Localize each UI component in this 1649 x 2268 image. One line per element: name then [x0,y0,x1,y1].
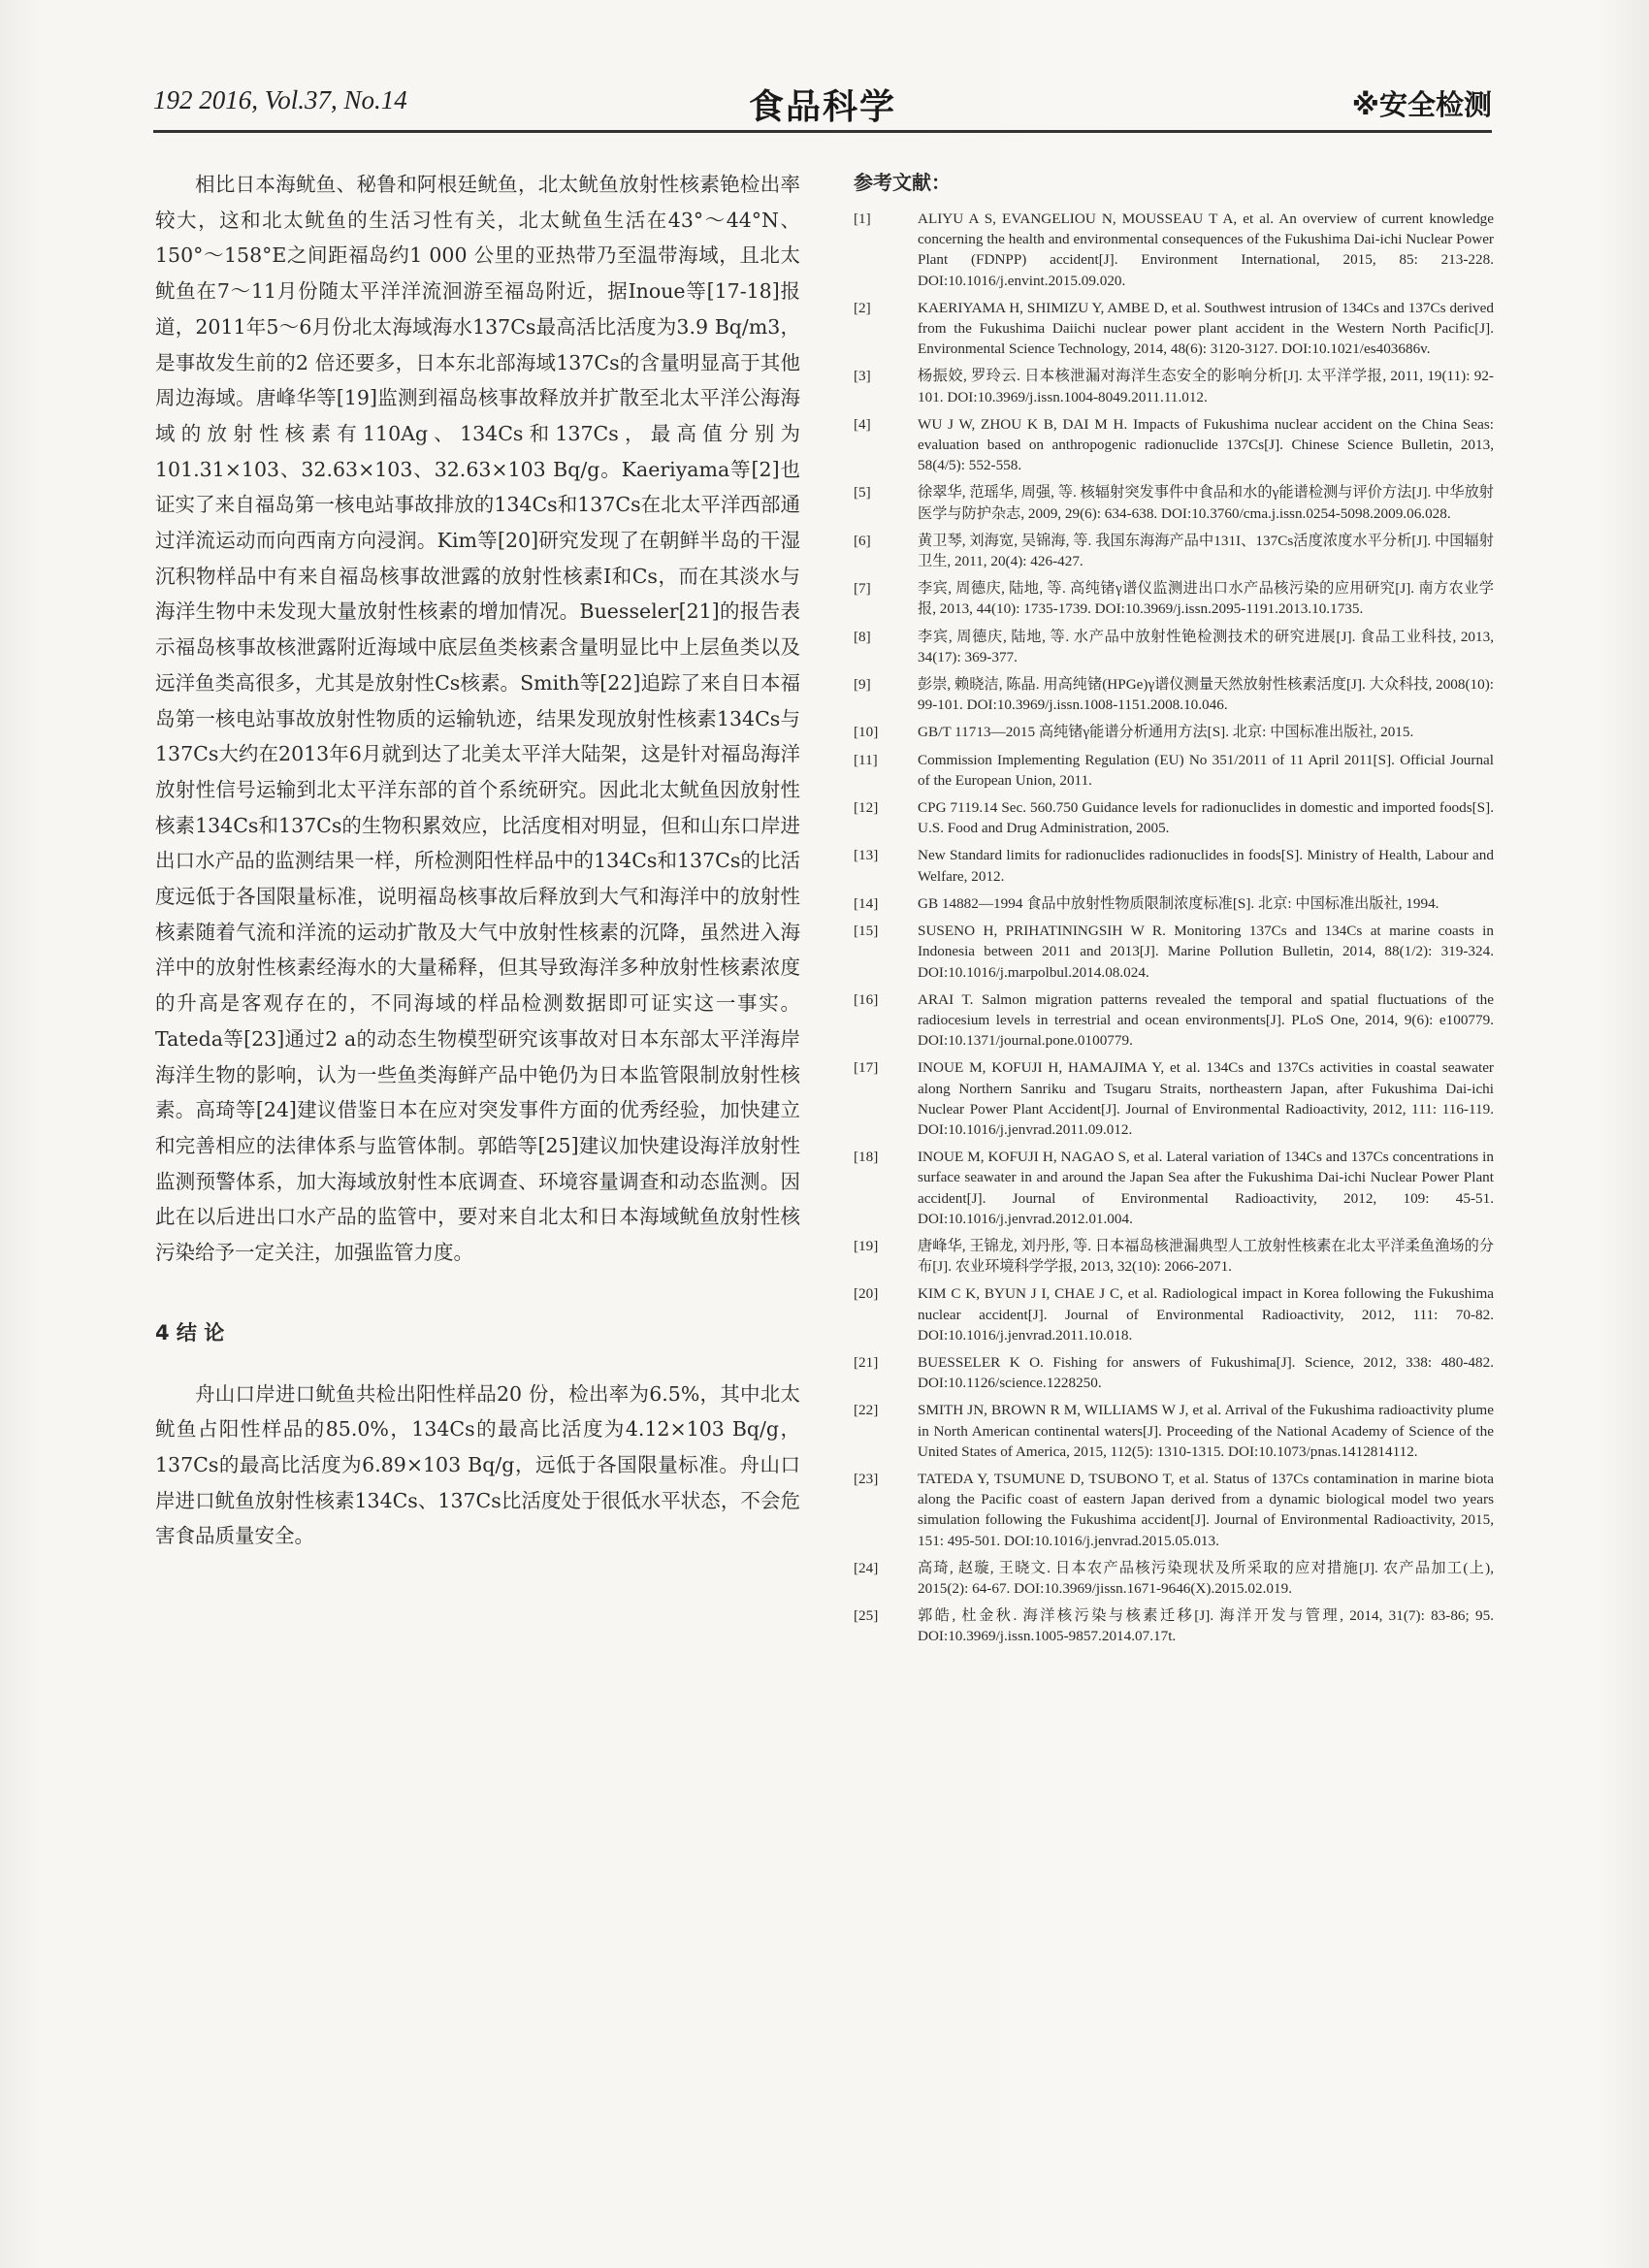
reference-number: [10] [854,724,879,741]
left-column [155,167,800,1554]
reference-number: [6] [854,532,871,549]
reference-text: TATEDA Y, TSUMUNE D, TSUBONO T, et al. Status of 137Cs contamination in marine biota along the Pacific coast of eastern Japan derived from a dynamic biological model two years simulation following the Fukushima accident[J]. Journal of Environmental Radioactivity, 2015, 151: 495-501. DOI:10.1016/j.jenvrad.2015.05.013. [918,1470,1494,1549]
journal-title: 食品科学 [748,87,896,127]
reference-item [854,1469,1494,1551]
reference-item [854,482,1494,523]
reference-item [854,921,1494,983]
reference-number: [25] [854,1607,879,1625]
reference-number: [21] [854,1353,879,1371]
references-heading: 参考文献： [854,171,951,194]
reference-item [854,531,1494,571]
reference-text: GB 14882—1994 食品中放射性物质限制浓度标准[S]. 北京: 中国标准出版社, 1994. [918,894,1439,912]
reference-number: [12] [854,799,879,817]
reference-number: [15] [854,923,879,940]
reference-item [854,845,1494,886]
reference-text: GB/T 11713—2015 高纯锗γ能谱分析通用方法[S]. 北京: 中国标准出版社, 2015. [918,724,1414,741]
reference-number: [17] [854,1059,879,1077]
right-column [854,167,1494,1654]
header-rule [153,130,1492,133]
reference-text: Commission Implementing Regulation (EU) No 351/2011 of 11 April 2011[S]. Official Journal of the European Union, 2011. [918,751,1494,789]
reference-number: [2] [854,299,871,316]
reference-number: [24] [854,1559,879,1576]
reference-item [854,627,1494,667]
section-heading-conclusion: 4 结 论 [155,1320,225,1345]
page-volume-info: 192 2016, Vol.37, No.14 [153,85,407,114]
reference-item [854,209,1494,291]
reference-text: INOUE M, KOFUJI H, NAGAO S, et al. Lateral variation of 134Cs and 137Cs concentrations in surface seawater in and around the Japan Sea after the Fukushima Dai-ichi Nuclear Power Plant accident[J]. Journal of Environmental Radioactivity, 2012, 109: 45-51. DOI:10.1016/j.jenvrad.2012.01.004. [918,1149,1494,1227]
reference-text: CPG 7119.14 Sec. 560.750 Guidance levels for radionuclides in domestic and imported foods[S]. U.S. Food and Drug Administration, 2005. [918,799,1494,837]
reference-text: 李宾, 周德庆, 陆地, 等. 高纯锗γ谱仪监测进出口水产品核污染的应用研究[J]. 南方农业学报, 2013, 44(10): 1735-1739. DOI:10.3969/j.issn.2095-1191.2013.10.1735. [918,580,1494,618]
reference-item [854,1057,1494,1140]
reference-item [854,366,1494,406]
reference-item [854,1236,1494,1277]
reference-text: SMITH JN, BROWN R M, WILLIAMS W J, et al. Arrival of the Fukushima radioactivity plume in North American continental waters[J]. Proceeding of the National Academy of Science of the United States of America, 2015, 112(5): 1310-1315. DOI:10.1073/pnas.1412814112. [918,1402,1494,1460]
reference-number: [22] [854,1402,879,1419]
conclusion-paragraph: 舟山口岸进口鱿鱼共检出阳性样品20 份，检出率为6.5%，其中北太鱿鱼占阳性样品的85.0%，134Cs的最高比活度为4.12×103 Bq/g，137Cs的最高比活度为6.89×103 Bq/g，远低于各国限量标准。舟山口岸进口鱿鱼放射性核素134Cs、137Cs比活度处于很低水平状态，不会危害食品质量安全。 [155,1381,800,1548]
reference-text: WU J W, ZHOU K B, DAI M H. Impacts of Fukushima nuclear accident on the China Seas: evaluation based on anthropogenic radionuclide 137Cs[J]. Chinese Science Bulletin, 2013, 58(4/5): 552-558. [918,415,1494,474]
reference-number: [14] [854,894,879,912]
reference-item [854,1147,1494,1229]
discussion-paragraph: 相比日本海鱿鱼、秘鲁和阿根廷鱿鱼，北太鱿鱼放射性核素铯检出率较大，这和北太鱿鱼的生活习性有关，北太鱿鱼生活在43°～44°N、150°～158°E之间距福岛约1 000 公里的亚热带乃至温带海域，且北太鱿鱼在7～11月份随太平洋洋流洄游至福岛附近，据Inoue等[17-18]报道，2011年5～6月份北太海域海水137Cs最高活比活度为3.9 Bq/m3，是事故发生前的2 倍还要多，日本东北部海域137Cs的含量明显高于其他周边海域。唐峰华等[19]监测到福岛核事故释放并扩散至北太平洋公海海域的放射性核素有110Ag、134Cs和137Cs，最高值分别为101.31×103、32.63×103、32.63×103 Bq/g。Kaeriyama等[2]也证实了来自福岛第一核电站事故排放的134Cs和137Cs在北太平洋西部通过洋流运动而向西南方向浸润。Kim等[20]研究发现了在朝鲜半岛的干湿沉积物样品中有来自福岛核事故泄露的放射性核素I和Cs，而在其淡水与海洋生物中未发现大量放射性核素的增加情况。Buesseler[21]的报告表示福岛核事故核泄露附近海域中底层鱼类核素含量明显比中上层鱼类以及远洋鱼类高很多，尤其是放射性Cs核素。Smith等[22]追踪了来自日本福岛第一核电站事故放射性物质的运输轨迹，结果发现放射性核素134Cs与137Cs大约在2013年6月就到达了北美太平洋大陆架，这是针对福岛海洋放射性信号运输到北太平洋东部的首个系统研究。因此北太鱿鱼因放射性核素134Cs和137Cs的生物积累效应，比活度相对明显，但和山东口岸进出口水产品的监测结果一样，所检测阳性样品中的134Cs和137Cs的比活度远低于各国限量标准，说明福岛核事故后释放到大气和海洋中的放射性核素随着气流和洋流的运动扩散及大气中放射性核素的沉降，虽然进入海洋中的放射性核素经海水的大量稀释，但其导致海洋多种放射性核素浓度的升高是客观存在的，不同海域的样品检测数据即可证实这一事实。Tateda等[23]通过2 a的动态生物模型研究该事故对日本东部太平洋海岸海洋生物的影响，认为一些鱼类海鲜产品中铯仍为日本监管限制放射性核素。高琦等[24]建议借鉴日本在应对突发事件方面的优秀经验，加快建立和完善相应的法律体系与监管体制。郭皓等[25]建议加快建设海洋放射性监测预警体系，加大海域放射性本底调查、环境容量调查和动态监测。因此在以后进出口水产品的监管中，要对来自北太和日本海域鱿鱼放射性核污染给予一定关注，加强监管力度。 [155,173,800,1265]
reference-text: New Standard limits for radionuclides radionuclides in foods[S]. Ministry of Health, Labour and Welfare, 2012. [918,847,1494,885]
reference-number: [23] [854,1470,879,1487]
reference-number: [9] [854,676,871,694]
reference-item [854,414,1494,476]
reference-item [854,674,1494,715]
reference-number: [20] [854,1285,879,1303]
reference-number: [4] [854,415,871,433]
reference-item [854,1400,1494,1462]
reference-number: [3] [854,368,871,385]
reference-number: [5] [854,484,871,502]
reference-item [854,1352,1494,1393]
reference-number: [18] [854,1149,879,1166]
running-header [153,80,1492,128]
reference-item [854,1283,1494,1345]
reference-text: KAERIYAMA H, SHIMIZU Y, AMBE D, et al. Southwest intrusion of 134Cs and 137Cs derived from the Fukushima Daiichi nuclear power plant accident in the Western North Pacific[J]. Environmental Science Technology, 2014, 48(6): 3120-3127. DOI:10.1021/es403686v. [918,299,1494,358]
reference-text: BUESSELER K O. Fishing for answers of Fukushima[J]. Science, 2012, 338: 480-482. DOI:10.1126/science.1228250. [918,1353,1494,1392]
reference-text: 唐峰华, 王锦龙, 刘丹彤, 等. 日本福岛核泄漏典型人工放射性核素在北太平洋柔鱼渔场的分布[J]. 农业环境科学学报, 2013, 32(10): 2066-2071. [918,1237,1494,1276]
reference-item [854,298,1494,360]
reference-item [854,893,1494,914]
reference-text: KIM C K, BYUN J I, CHAE J C, et al. Radiological impact in Korea following the Fukushima nuclear accident[J]. Journal of Environmental Radioactivity, 2012, 111: 70-82. DOI:10.1016/j.jenvrad.2011.10.018. [918,1285,1494,1344]
reference-item [854,750,1494,791]
reference-text: 黄卫琴, 刘海宽, 吴锦海, 等. 我国东海海产品中131I、137Cs活度浓度水平分析[J]. 中国辐射卫生, 2011, 20(4): 426-427. [918,532,1494,570]
reference-text: INOUE M, KOFUJI H, HAMAJIMA Y, et al. 134Cs and 137Cs activities in coastal seawater along Northern Sanriku and Tsugaru Straits, northeastern Japan, after Fukushima Dai-ichi Nuclear Power Plant Accident[J]. Journal of Environmental Radioactivity, 2012, 111: 116-119. DOI:10.1016/j.jenvrad.2011.09.012. [918,1059,1494,1138]
reference-number: [19] [854,1237,879,1254]
reference-item [854,989,1494,1052]
reference-text: ALIYU A S, EVANGELIOU N, MOUSSEAU T A, et al. An overview of current knowledge concerning the health and environmental consequences of the Fukushima Dai-ichi Nuclear Power Plant (FDNPP) accident[J]. Environment International, 2015, 85: 213-228. DOI:10.1016/j.envint.2015.09.020. [918,211,1494,289]
reference-item [854,722,1494,742]
reference-number: [13] [854,847,879,864]
reference-item [854,578,1494,619]
reference-number: [16] [854,990,879,1008]
reference-number: [8] [854,628,871,645]
reference-text: 杨振姣, 罗玲云. 日本核泄漏对海洋生态安全的影响分析[J]. 太平洋学报, 2011, 19(11): 92-101. DOI:10.3969/j.issn.1004-8049.2011.11.012. [918,368,1494,405]
reference-text: SUSENO H, PRIHATININGSIH W R. Monitoring 137Cs and 134Cs at marine coasts in Indonesia between 2011 and 2013[J]. Marine Pollution Bulletin, 2014, 88(1/2): 319-324. DOI:10.1016/j.marpolbul.2014.08.024. [918,923,1494,981]
section-label: ※安全检测 [1351,88,1492,121]
reference-text: 高琦, 赵璇, 王晓文. 日本农产品核污染现状及所采取的应对措施[J]. 农产品加工(上), 2015(2): 64-67. DOI:10.3969/jissn.1671-9646(X).2015.02.019. [918,1559,1494,1597]
reference-number: [11] [854,751,878,768]
reference-text: 徐翠华, 范瑶华, 周强, 等. 核辐射突发事件中食品和水的γ能谱检测与评价方法[J]. 中华放射医学与防护杂志, 2009, 29(6): 634-638. DOI:10.3760/cma.j.issn.0254-5098.2009.06.028. [918,484,1494,522]
reference-text: 彭崇, 赖晓洁, 陈晶. 用高纯锗(HPGe)γ谱仪测量天然放射性核素活度[J]. 大众科技, 2008(10): 99-101. DOI:10.3969/j.issn.1008-1151.2008.10.046. [918,676,1494,714]
reference-list [854,209,1494,1647]
reference-number: [1] [854,211,871,227]
reference-number: [7] [854,580,871,598]
reference-item [854,797,1494,838]
reference-text: ARAI T. Salmon migration patterns revealed the temporal and spatial fluctuations of the radiocesium levels in terrestrial and ocean environments[J]. PLoS One, 2014, 9(6): e100779. DOI:10.1371/journal.pone.0100779. [918,990,1494,1050]
reference-item [854,1605,1494,1646]
reference-text: 郭皓, 杜金秋. 海洋核污染与核素迁移[J]. 海洋开发与管理, 2014, 31(7): 83-86; 95. DOI:10.3969/j.issn.1005-9857.2014.07.17t. [918,1607,1494,1645]
reference-item [854,1558,1494,1599]
reference-text: 李宾, 周德庆, 陆地, 等. 水产品中放射性铯检测技术的研究进展[J]. 食品工业科技, 2013, 34(17): 369-377. [918,628,1494,665]
